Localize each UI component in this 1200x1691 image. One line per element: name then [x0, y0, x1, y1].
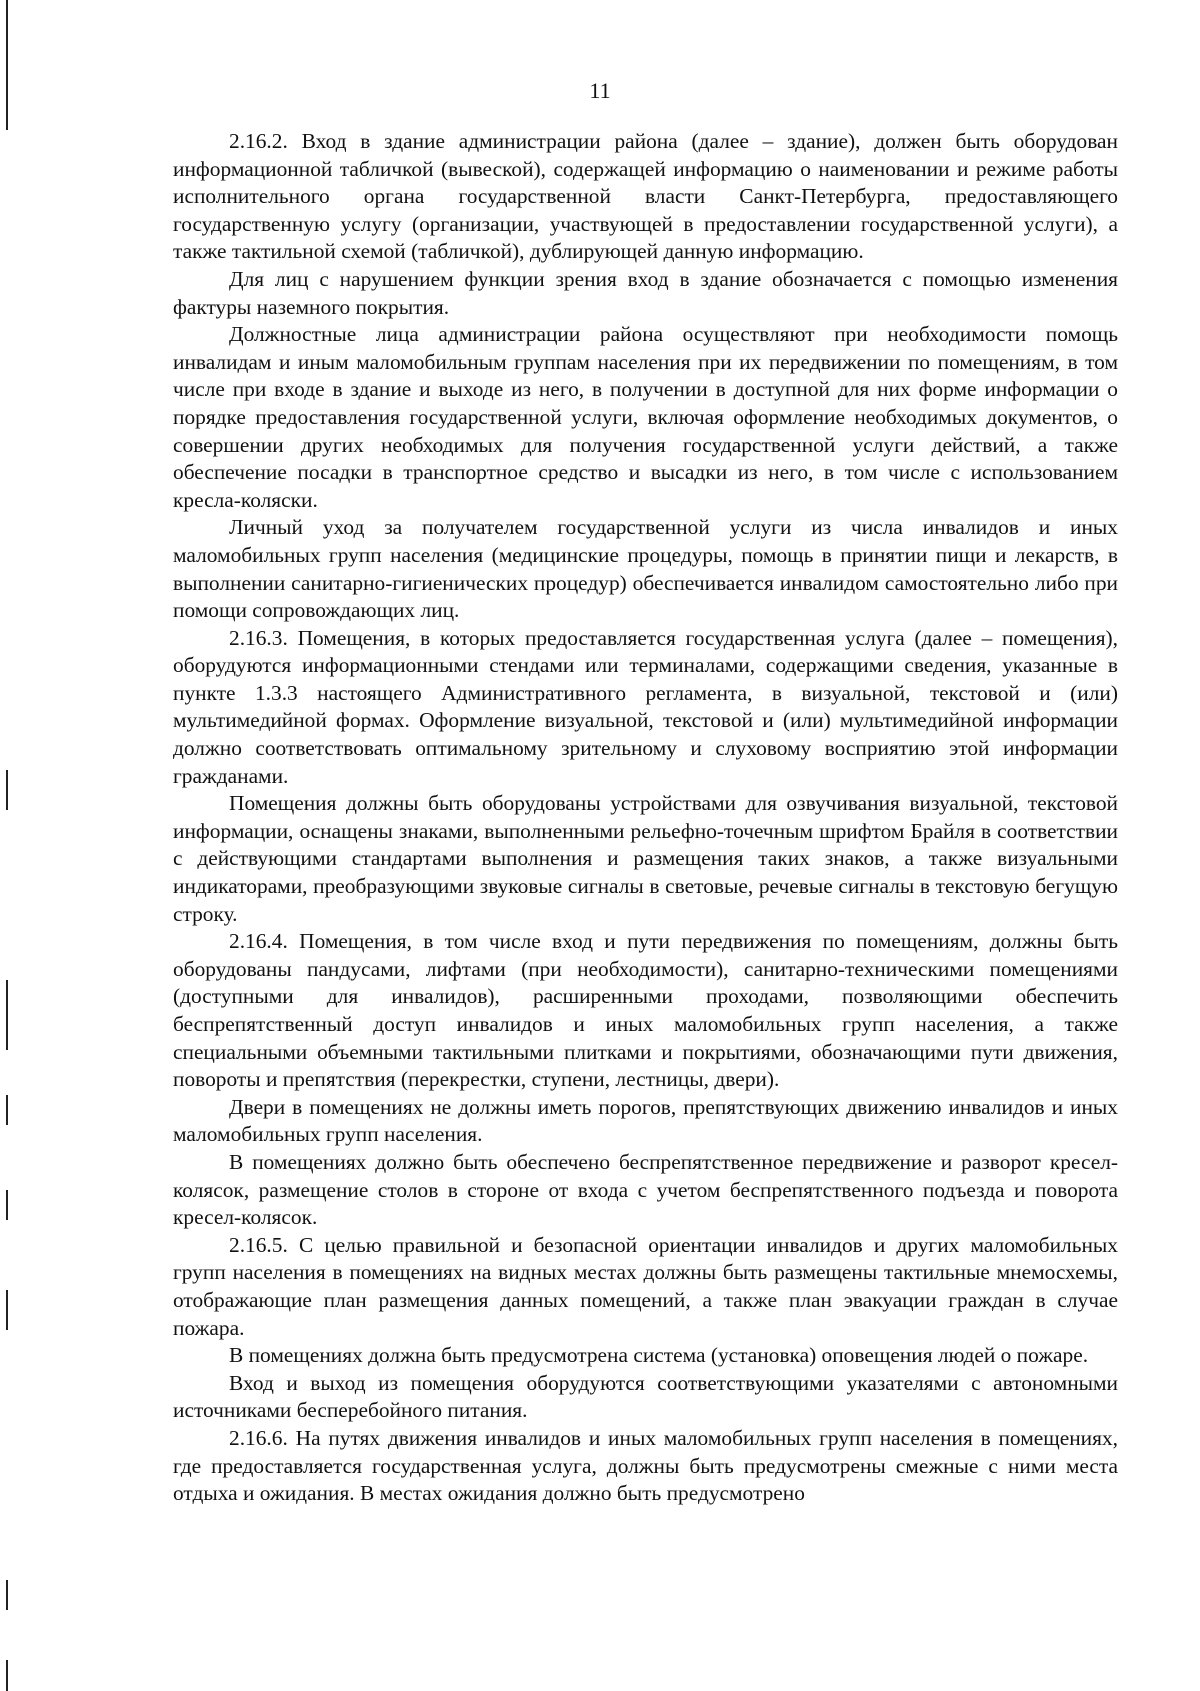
page-number: 11 — [589, 78, 611, 103]
document-body — [173, 128, 1118, 1508]
paragraph-doors: Двери в помещениях не должны иметь порогов, препятствующих движению инвалидов и иных маломобильных групп населения. — [173, 1094, 1118, 1147]
paragraph-2-16-5: 2.16.5. С целью правильной и безопасной ориентации инвалидов и других маломобильных групп населения в помещениях на видных местах должны быть размещены тактильные мнемосхемы, отображающие план размещения данных помещений, а также план эвакуации граждан в случае пожара. — [173, 1232, 1118, 1340]
paragraph-premises-equipment: Помещения должны быть оборудованы устройствами для озвучивания визуальной, текстовой информации, оснащены знаками, выполненными рельефно-точечным шрифтом Брайля в соответствии с действующими стандартами выполнения и размещения таких знаков, а также визуальными индикаторами, преобразующими звуковые сигналы в световые, речевые сигналы в текстовую бегущую строку. — [173, 791, 1118, 926]
scan-edge-line — [6, 1190, 8, 1220]
scan-edge-line — [6, 1290, 8, 1330]
paragraph-exit-signs: Вход и выход из помещения оборудуются соответствующими указателями с автономными источниками бесперебойного питания. — [173, 1370, 1118, 1423]
paragraph-2-16-6: 2.16.6. На путях движения инвалидов и иных маломобильных групп населения в помещениях, где предоставляется государственная услуга, должны быть предусмотрены смежные с ними места отдыха и ожидания. В местах ожидания должно быть предусмотрено — [173, 1425, 1118, 1506]
paragraph-vision-impaired-entry: Для лиц с нарушением функции зрения вход в здание обозначается с помощью изменения фактуры наземного покрытия. — [173, 266, 1118, 319]
scan-edge-line — [6, 1580, 8, 1610]
paragraph-2-16-4: 2.16.4. Помещения, в том числе вход и пути передвижения по помещениям, должны быть оборудованы пандусами, лифтами (при необходимости), санитарно-техническими помещениями (доступными для инвалидов), расширенными проходами, позволяющими обеспечить беспрепятственный доступ инвалидов и иных маломобильных групп населения, а также специальными объемными тактильными плитками и покрытиями, обозначающими пути движения, повороты и препятствия (перекрестки, ступени, лестницы, двери). — [173, 929, 1118, 1092]
paragraph-fire-alarm: В помещениях должна быть предусмотрена система (установка) оповещения людей о пожаре. — [229, 1343, 1089, 1368]
paragraph-personal-care: Личный уход за получателем государственной услуги из числа инвалидов и иных маломобильных групп населения (медицинские процедуры, помощь в принятии пищи и лекарств, в выполнении санитарно-гигиенических процедур) обеспечивается инвалидом самостоятельно либо при помощи сопровождающих лиц. — [173, 515, 1118, 623]
paragraph-2-16-2: 2.16.2. Вход в здание администрации района (далее – здание), должен быть оборудован информационной табличкой (вывеской), содержащей информацию о наименовании и режиме работы исполнительного органа государственной власти Санкт-Петербурга, предоставляющего государственную услугу (организации, участвующей в предоставлении государственной услуги), а также тактильной схемой (табличкой), дублирующей данную информацию. — [173, 129, 1118, 264]
paragraph-wheelchair-movement: В помещениях должно быть обеспечено беспрепятственное передвижение и разворот кресел-колясок, размещение столов в стороне от входа с учетом беспрепятственного подъезда и поворота кресел-колясок. — [173, 1149, 1118, 1230]
scan-edge-line — [6, 1660, 8, 1691]
scan-edge-line — [6, 1095, 8, 1125]
scan-edge-line — [6, 770, 8, 810]
paragraph-officials-assistance: Должностные лица администрации района осуществляют при необходимости помощь инвалидам и иным маломобильным группам населения при их передвижении по помещениям, в том числе при входе в здание и выходе из него, в получении в доступной для них форме информации о порядке предоставления государственной услуги, включая оформление необходимых документов, о совершении других необходимых для получения государственной услуги действий, а также обеспечение посадки в транспортное средство и высадки из него, в том числе с использованием кресла-коляски. — [173, 322, 1118, 512]
scan-edge-line — [6, 980, 8, 1050]
paragraph-2-16-3: 2.16.3. Помещения, в которых предоставляется государственная услуга (далее – помещения), оборудуются информационными стендами или терминалами, содержащими сведения, указанные в пункте 1.3.3 настоящего Административного регламента, в визуальной, текстовой и (или) мультимедийной формах. Оформление визуальной, текстовой и (или) мультимедийной информации должно соответствовать оптимальному зрительному и слуховому восприятию этой информации гражданами. — [173, 625, 1118, 788]
scan-edge-line — [6, 0, 8, 130]
